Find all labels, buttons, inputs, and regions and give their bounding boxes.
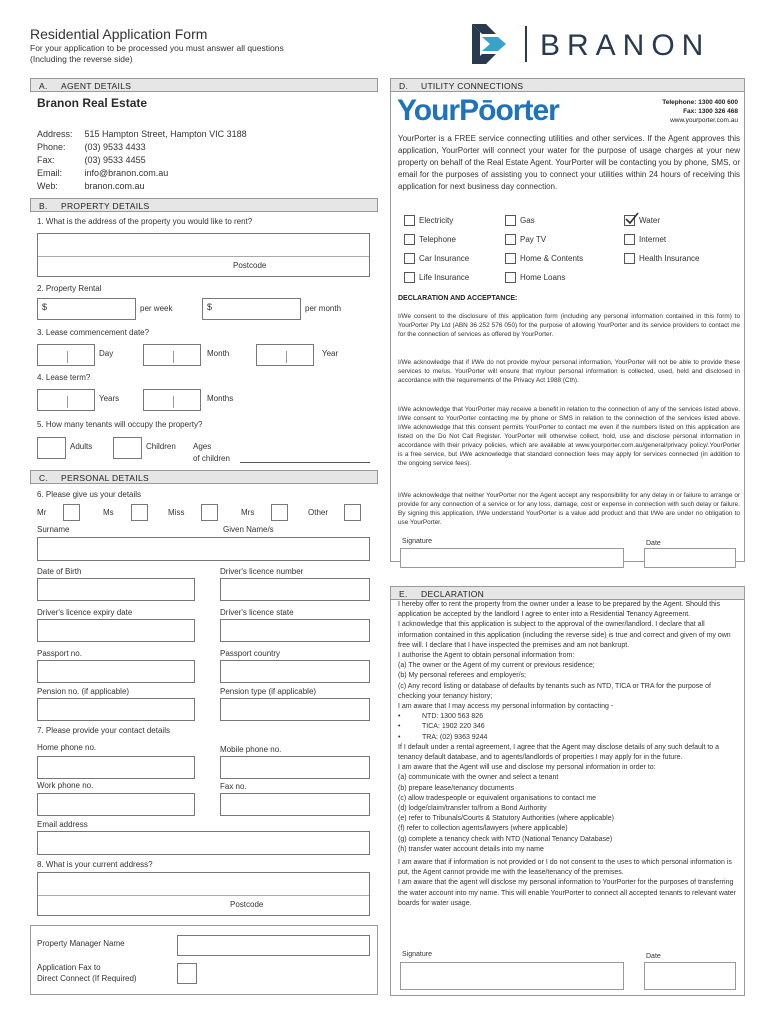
- decl-date-label: Date: [646, 953, 661, 960]
- property-manager-field[interactable]: [177, 935, 370, 956]
- mobile-phone-label: Mobile phone no.: [220, 745, 282, 754]
- declaration-p7: I am aware that if information is not provided or I do not consent to the uses to which personal information is put, the Agent cannot provide me with the lease/tenancy of the premises.: [398, 859, 732, 877]
- agent-detail-row: [37, 141, 259, 154]
- property-address-field[interactable]: [37, 233, 370, 277]
- mrs-checkbox[interactable]: [271, 504, 288, 521]
- section-a-header: A. AGENT DETAILS: [30, 78, 378, 92]
- decl-paragraph-3: I/We acknowledge that YourPorter may receive a benefit in relation to the connection of any of the services listed above. I/We consent to YourPorter contacting me by phone or SMS in relation to the connection of the services listed above. I/We acknowledge that this consent permits YourPorter to contact me even if the numbers listed on this application are listed on the Do Not Call Register. YourPorter will otherwise collect, hold, use and disclose personal information in accordance with their privacy policies, which are available at www.yourporter.com.au/general/privacy policy/.YourPorter is a free service, but I/We acknowledge that standard connection fees may apply for services connected (in addition to the ongoing service fees).: [398, 406, 740, 467]
- name-field[interactable]: [37, 537, 370, 561]
- passport-country-field[interactable]: [220, 660, 370, 683]
- dob-field[interactable]: [37, 578, 195, 601]
- month-label: Month: [207, 349, 230, 358]
- agent-detail-value: 515 Hampton Street, Hampton VIC 3188: [84, 129, 247, 139]
- checkmark-icon: [625, 212, 639, 226]
- children-count-field[interactable]: [113, 437, 142, 459]
- section-b-header: B. PROPERTY DETAILS: [30, 198, 378, 212]
- mr-label: Mr: [37, 508, 47, 517]
- per-week-label: per week: [140, 304, 173, 313]
- ms-label: Ms: [103, 508, 114, 517]
- yourporter-description: YourPorter is a FREE service connecting utilities and other services. If the Agent approves this application, YourPorter will connect your water for the purpose of usage charges at your new property on behalf of the Real Estate Agent. YourPorter will be contacting you by phone, SMS, or email for the purposes of assisting you to connect your utilities within 24 hours of receiving this application for next business day connection.: [398, 134, 740, 191]
- internet-checkbox[interactable]: [624, 234, 635, 245]
- q6-label: 6. Please give us your details: [37, 490, 142, 499]
- q5-label: 5. How many tenants will occupy the property?: [37, 420, 203, 429]
- mobile-phone-field[interactable]: [220, 756, 370, 779]
- agent-detail-row: [37, 180, 259, 193]
- decl-date-field[interactable]: [644, 962, 736, 990]
- work-phone-label: Work phone no.: [37, 781, 94, 790]
- home-contents-label: Home & Contents: [520, 254, 584, 263]
- property-postcode-label: Postcode: [233, 261, 267, 270]
- licence-state-label: Driver's licence state: [220, 608, 294, 617]
- surname-label: Surname: [37, 525, 70, 534]
- ages-of-children-line[interactable]: [240, 462, 370, 463]
- other-label: Other: [308, 508, 329, 517]
- gas-label: Gas: [520, 216, 535, 225]
- current-postcode-label: Postcode: [230, 900, 264, 909]
- decl-paragraph-4: I/We acknowledge that neither YourPorter nor the Agent accept any responsibility for any delay in or failure to arrange or provide for any connection of a service or for any loss, damage, cost or expense in connection with such delay or failure. By signing this application, I/We understand YourPorter is a value add product and that I/We are under no obligation to use YourPorter.: [398, 492, 740, 526]
- pension-number-label: Pension no. (if applicable): [37, 687, 130, 696]
- q1-label: 1. What is the address of the property you would like to rent?: [37, 217, 253, 226]
- car-insurance-label: Car Insurance: [419, 254, 470, 263]
- water-label: Water: [639, 216, 661, 225]
- section-c-header: C. PERSONAL DETAILS: [30, 470, 378, 484]
- decl-acceptance-title: DECLARATION AND ACCEPTANCE:: [398, 295, 518, 302]
- mr-checkbox[interactable]: [63, 504, 80, 521]
- agent-details: [37, 128, 259, 193]
- ages-label: Ages: [193, 442, 212, 451]
- licence-number-field[interactable]: [220, 578, 370, 601]
- pay-tv-label: Pay TV: [520, 235, 547, 244]
- months-label: Months: [207, 394, 234, 403]
- licence-number-label: Driver's licence number: [220, 567, 304, 576]
- rent-per-month-field[interactable]: $: [202, 298, 301, 320]
- miss-label: Miss: [168, 508, 185, 517]
- agent-detail-key: Web:: [37, 181, 58, 191]
- declaration-p6: I am aware that the Agent will use and disclose my personal information in order to:: [398, 764, 656, 772]
- q2-label: 2. Property Rental: [37, 284, 102, 293]
- property-manager-label: Property Manager Name: [37, 939, 125, 948]
- car-insurance-checkbox[interactable]: [404, 253, 415, 264]
- fax-field[interactable]: [220, 793, 370, 816]
- agent-detail-key: Email:: [37, 168, 63, 178]
- ms-checkbox[interactable]: [131, 504, 148, 521]
- yp-signature-field[interactable]: [400, 548, 624, 568]
- home-contents-checkbox[interactable]: [505, 253, 516, 264]
- miss-checkbox[interactable]: [201, 504, 218, 521]
- years-label: Years: [99, 394, 120, 403]
- decl-signature-label: Signature: [402, 951, 432, 958]
- form-title: Residential Application Form: [30, 26, 208, 42]
- rent-per-week-field[interactable]: $: [37, 298, 136, 320]
- of-children-label: of children: [193, 454, 230, 463]
- passport-country-label: Passport country: [220, 649, 281, 658]
- branon-logo-icon: [470, 22, 740, 66]
- decl-paragraph-2: I/We acknowledge that if I/We do not provide my/our personal information, YourPorter will not be able to provide these services to me/us. YourPorter will ensure that my/our personal information is collected, used, held and disclosed in accordance with the requirements of the Privacy Act 1988 (Cth).: [398, 359, 740, 384]
- app-fax-label-2: Direct Connect (If Required): [37, 974, 137, 983]
- form-subtitle: For your application to be processed you must answer all questions (Including the reverse side): [30, 43, 284, 64]
- agent-name: Branon Real Estate: [37, 96, 148, 110]
- passport-number-field[interactable]: [37, 660, 195, 683]
- agent-detail-key: Fax:: [37, 155, 55, 165]
- direct-connect-checkbox[interactable]: [177, 963, 197, 984]
- yourporter-contact: Telephone: 1300 400 600 Fax: 1300 326 468 www.yourporter.com.au: [662, 99, 738, 124]
- work-phone-field[interactable]: [37, 793, 195, 816]
- home-phone-field[interactable]: [37, 756, 195, 779]
- declaration-body: I hereby offer to rent the property from the owner under a lease to be prepared by the Agent. Should this application be accepted by the landlord I agree to enter into a Residential Tenancy Agreement. I acknowledge that this application is subject to the approval of the owner/landlord. I declare that all information contained in this application (including the reverse side) is true and correct and given of my own free will. I declare that I have inspected the premises and am not bankrupt. I authorise the Agent to obtain personal information from: (a) The owner or the Agent of my current or previous residence; (b) My personal referees and employer/s; (c) Any record listing or database of defaults by tenants such as NTD, TICA or TRA for the purpose of checking your tenancy history; I am aware that I may access my personal information by contacting - • NTD: 1300 563 826 • TICA: 1902 220 346 • TRA: (02) 9363 9244 If I default under a rental agreement, I agree that the Agent may disclose details of any such default to a tenancy default database, and to agents/landlords of properties I may apply for in the future. I am aware that the Agent will use and disclose my personal information in order to: (a) communicate with the owner and select a tenant (b) prepare lease/tenancy documents (c) allow tradespeople or equivalent organisations to contact me (d) lodge/claim/transfer to/from a Bond Authority (e) refer to Tribunals/Courts & Statutory Authorities (where applicable) (f) refer to collection agents/lawyers (where applicable) (g) complete a tenancy check with NTD (National Tenancy Database) (h) transfer water account details into my name I am aware that if information is not provided or I do not consent to the uses to which personal information is put, the Agent cannot provide me with the lease/tenancy of the premises. I am aware that the agent will disclose my personal information to YourPorter for the purposes of transferring the water account into my name. This will enable YourPorter to connect all accepted tenants to relevant water boards for water usage.: [398, 600, 740, 909]
- q4-label: 4. Lease term?: [37, 373, 91, 382]
- svg-text:BRANON: BRANON: [540, 29, 711, 62]
- lease-month-field[interactable]: [143, 344, 201, 366]
- electricity-checkbox[interactable]: [404, 215, 415, 226]
- agent-detail-value: info@branon.com.au: [84, 168, 169, 178]
- health-insurance-label: Health Insurance: [639, 254, 700, 263]
- given-name-label: Given Name/s: [223, 525, 274, 534]
- passport-number-label: Passport no.: [37, 649, 82, 658]
- per-month-label: per month: [305, 304, 342, 313]
- home-phone-label: Home phone no.: [37, 743, 97, 752]
- yp-date-label: Date: [646, 540, 661, 547]
- agent-detail-key: Phone:: [37, 142, 66, 152]
- decl-signature-field[interactable]: [400, 962, 624, 990]
- app-fax-label-1: Application Fax to: [37, 963, 101, 972]
- health-insurance-checkbox[interactable]: [624, 253, 635, 264]
- declaration-p2: I acknowledge that this application is subject to the approval of the owner/landlord. I declare that all information contained in this application (including the reverse side) is true and correct and given of my own free will. I declare that I have inspected the premises and am not bankrupt.: [398, 621, 731, 649]
- declaration-p8: I am aware that the agent will disclose my personal information to YourPorter for the purposes of transferring the water account into my name. This will enable YourPorter to connect all accepted tenants to relevant water boards for water usage.: [398, 879, 737, 907]
- lease-year-field[interactable]: [256, 344, 314, 366]
- email-field[interactable]: [37, 831, 370, 855]
- day-label: Day: [99, 349, 114, 358]
- yp-date-field[interactable]: [644, 548, 736, 568]
- declaration-p4: I am aware that I may access my personal information by contacting -: [398, 703, 614, 711]
- declaration-p3: I authorise the Agent to obtain personal information from:: [398, 652, 575, 660]
- year-label: Year: [322, 349, 339, 358]
- adults-label: Adults: [70, 442, 93, 451]
- life-insurance-checkbox[interactable]: [404, 272, 415, 283]
- q3-label: 3. Lease commencement date?: [37, 328, 150, 337]
- yourporter-logo: YourPōorter: [397, 94, 559, 127]
- agent-detail-value: branon.com.au: [84, 181, 145, 191]
- internet-label: Internet: [639, 235, 667, 244]
- current-address-field[interactable]: [37, 872, 370, 916]
- adults-count-field[interactable]: [37, 437, 66, 459]
- children-label: Children: [146, 442, 176, 451]
- home-loans-label: Home Loans: [520, 273, 566, 282]
- electricity-label: Electricity: [419, 216, 454, 225]
- fax-label: Fax no.: [220, 782, 247, 791]
- section-e-header: E. DECLARATION: [390, 586, 745, 600]
- pension-number-field[interactable]: [37, 698, 195, 721]
- email-label: Email address: [37, 820, 88, 829]
- agent-detail-key: Address:: [37, 129, 73, 139]
- office-use-box: [30, 925, 378, 995]
- q8-label: 8. What is your current address?: [37, 860, 153, 869]
- licence-expiry-label: Driver's licence expiry date: [37, 608, 133, 617]
- yp-signature-label: Signature: [402, 538, 432, 545]
- agent-detail-row: [37, 128, 259, 141]
- lease-day-field[interactable]: [37, 344, 95, 366]
- lease-months-field[interactable]: [143, 389, 201, 411]
- telephone-label: Telephone: [419, 235, 456, 244]
- agent-detail-row: [37, 154, 259, 167]
- telephone-checkbox[interactable]: [404, 234, 415, 245]
- declaration-p5: If I default under a rental agreement, I agree that the Agent may disclose details of any such default to a tenancy default database, and to agents/landlords of properties I may apply for in the future.: [398, 743, 720, 762]
- q7-label: 7. Please provide your contact details: [37, 726, 170, 735]
- agent-detail-row: [37, 167, 259, 180]
- section-d-header: D. UTILITY CONNECTIONS: [390, 78, 745, 92]
- mrs-label: Mrs: [241, 508, 255, 517]
- agent-detail-value: (03) 9533 4433: [84, 142, 146, 152]
- pension-type-label: Pension type (if applicable): [220, 687, 317, 696]
- pension-type-field[interactable]: [220, 698, 370, 721]
- licence-state-field[interactable]: [220, 619, 370, 642]
- life-insurance-label: Life Insurance: [419, 273, 470, 282]
- water-checkbox[interactable]: [624, 215, 635, 226]
- agent-detail-value: (03) 9533 4455: [84, 155, 146, 165]
- branon-logo: [470, 22, 740, 66]
- dob-label: Date of Birth: [37, 567, 82, 576]
- other-checkbox[interactable]: [344, 504, 361, 521]
- declaration-p1: I hereby offer to rent the property from the owner under a lease to be prepared by the Agent. Should this application be accepted by the landlord I agree to enter into a Residential Tenancy Agreement.: [398, 601, 721, 619]
- home-loans-checkbox[interactable]: [505, 272, 516, 283]
- pay-tv-checkbox[interactable]: [505, 234, 516, 245]
- licence-expiry-field[interactable]: [37, 619, 195, 642]
- decl-paragraph-1: I/We consent to the disclosure of this application form (including any personal information contained in this form) to YourPorter Pty Ltd (ABN 36 252 576 050) for the purpose of allowing YourPorter and its service providers to contact me for the connection of services as offered by YourPorter.: [398, 313, 740, 338]
- lease-years-field[interactable]: [37, 389, 95, 411]
- gas-checkbox[interactable]: [505, 215, 516, 226]
